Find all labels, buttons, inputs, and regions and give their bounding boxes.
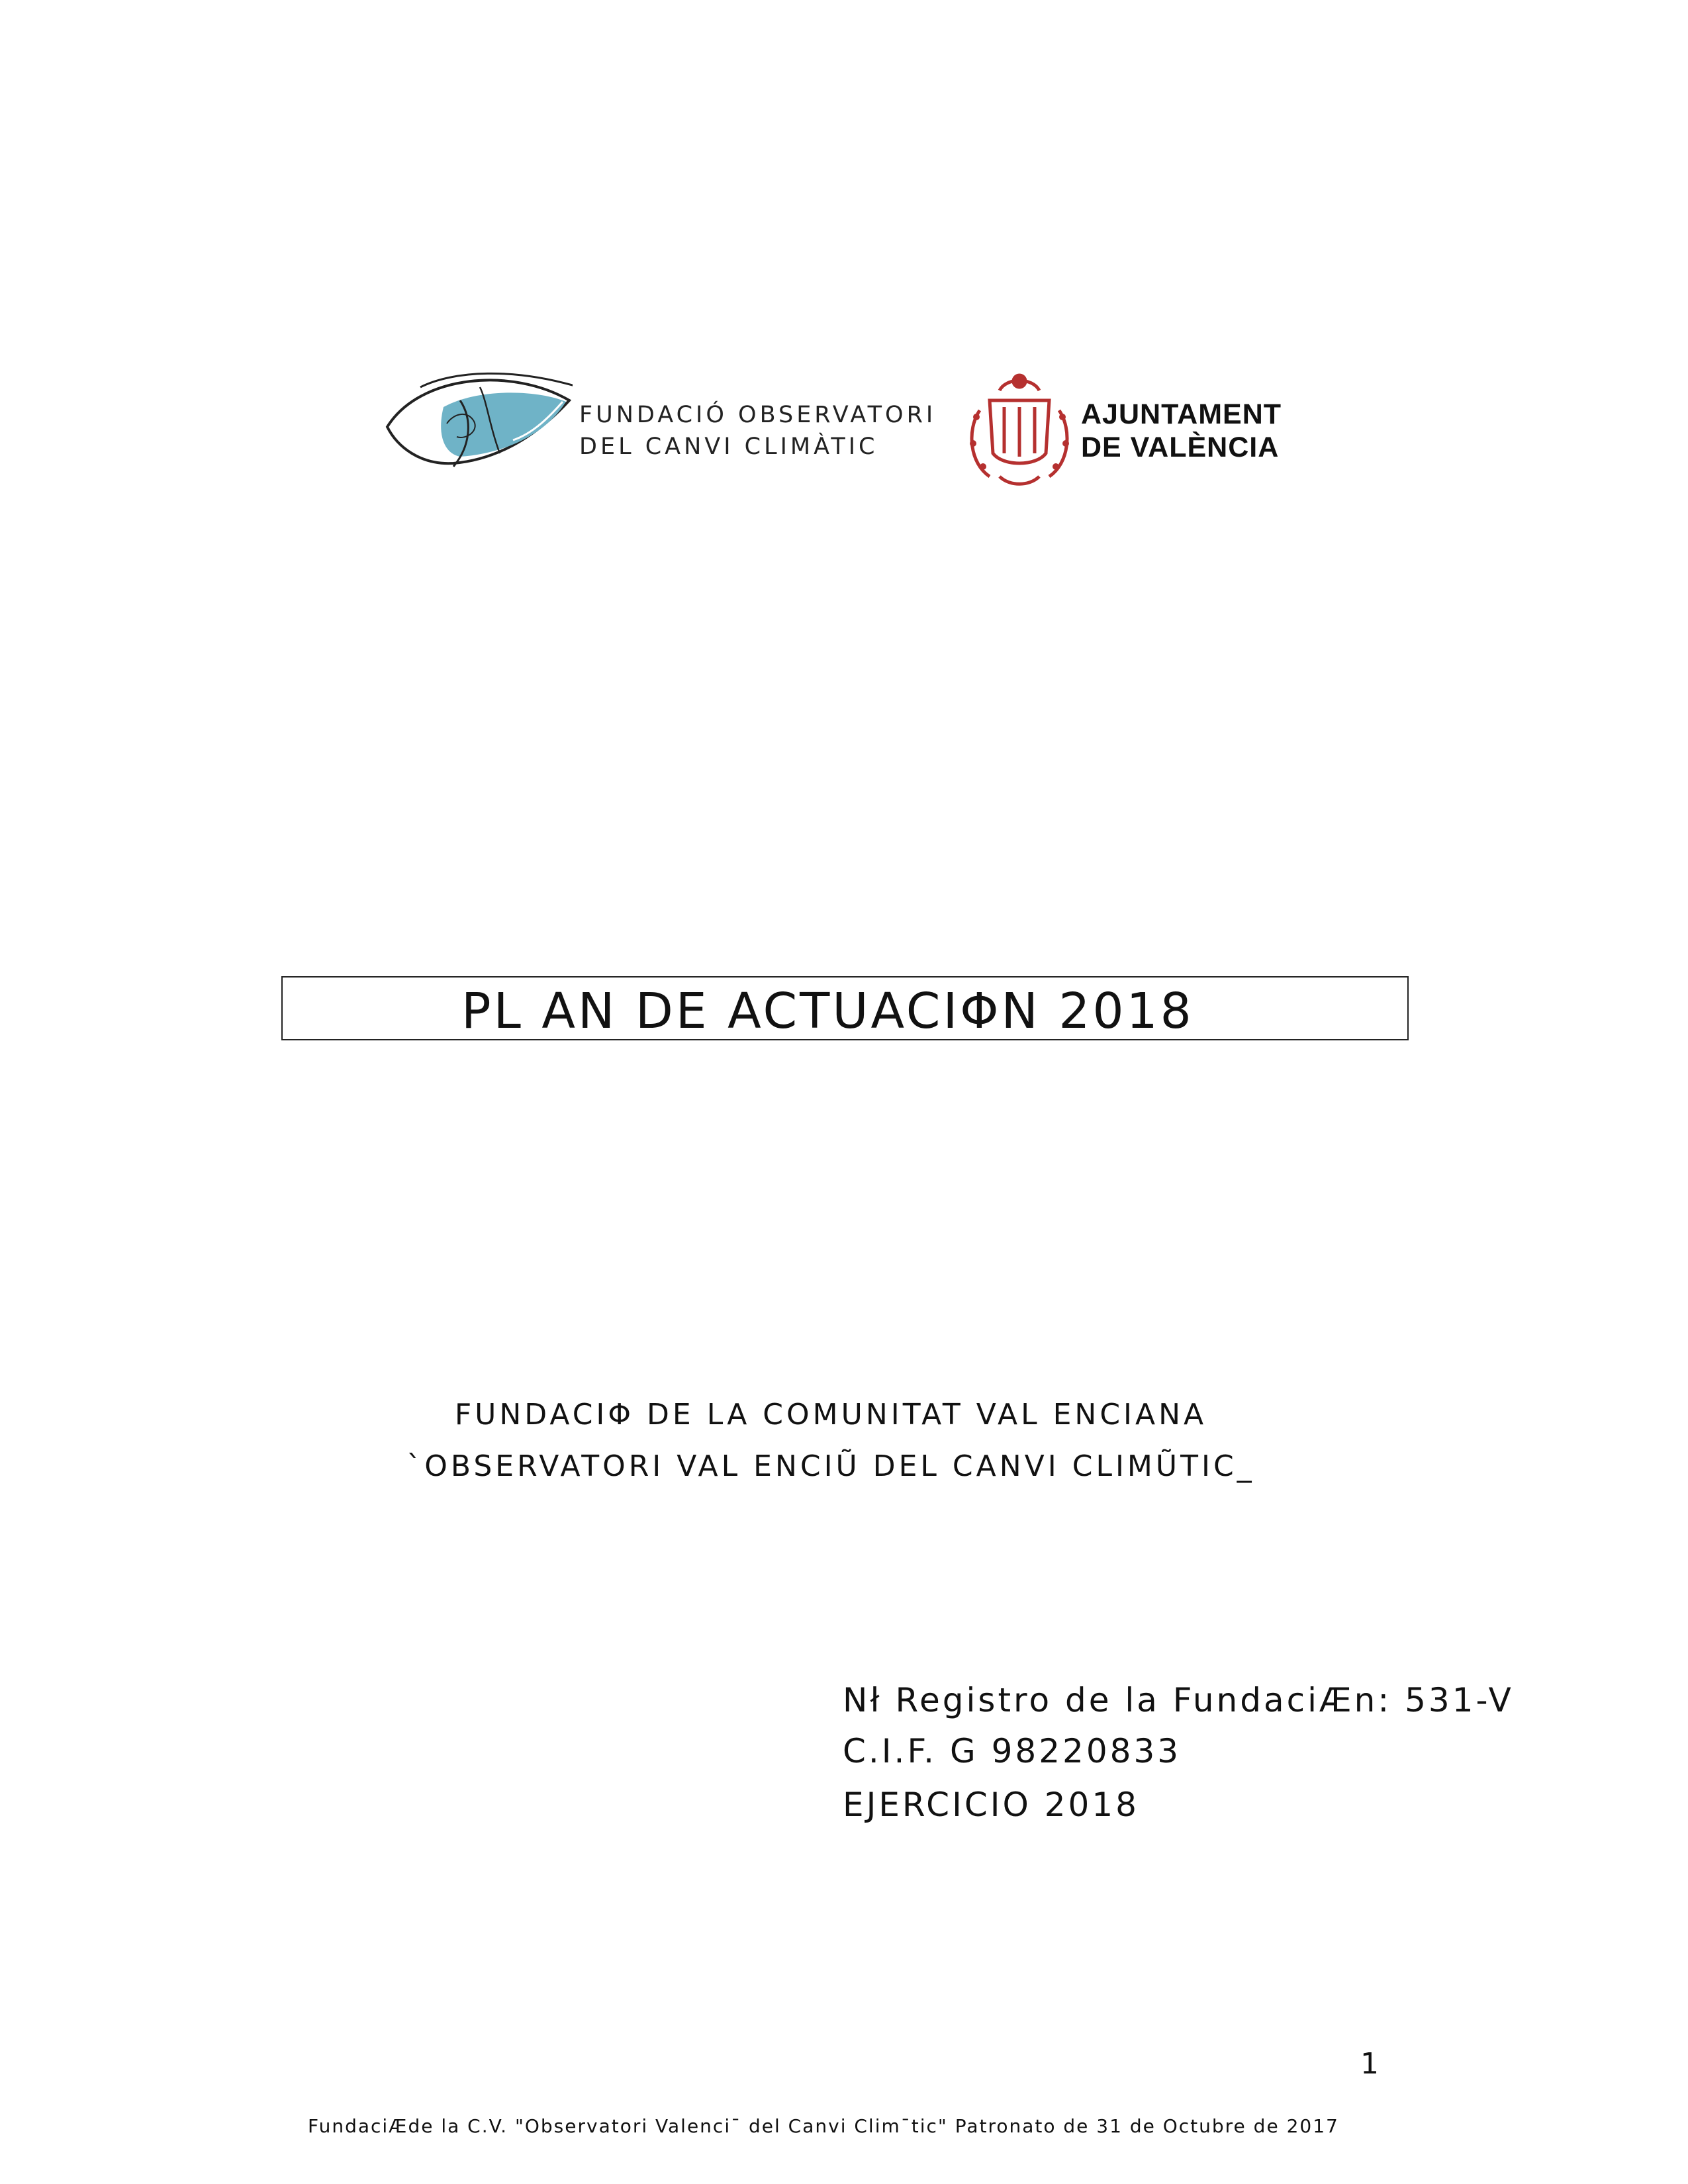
fundacio-logo-line2: DEL CANVI CLIMÀTIC <box>579 433 878 460</box>
subtitle-line-1: FUNDACIΦ DE LA COMUNITAT VAL ENCIANA <box>454 1398 1207 1432</box>
fundacio-observatori-logo <box>381 361 937 493</box>
page-footer: FundaciÆde la C.V. "Observatori Valenci¯ del Canvi Clim¯tic" Patronato de 31 de Octubre de 2017 <box>308 2115 1339 2137</box>
ajuntament-valencia-logo <box>963 371 1294 490</box>
page-number: 1 <box>1360 2047 1379 2081</box>
fiscal-year: EJERCICIO 2018 <box>843 1786 1139 1824</box>
cif-number: C.I.F. G 98220833 <box>843 1732 1182 1770</box>
eye-logo-icon <box>381 361 573 493</box>
ajuntament-logo-line1: AJUNTAMENT <box>1081 398 1282 430</box>
ajuntament-logo-line2: DE VALÈNCIA <box>1081 432 1280 463</box>
coat-of-arms-icon <box>963 371 1076 490</box>
registration-number: Nł Registro de la FundaciÆn: 531-V <box>843 1681 1514 1719</box>
fundacio-logo-line1: FUNDACIÓ OBSERVATORI <box>579 402 937 428</box>
document-title: PL AN DE ACTUACIΦN 2018 <box>461 983 1194 1040</box>
subtitle-line-2: `OBSERVATORI VAL ENCIŨ DEL CANVI CLIMŨTIC_ <box>406 1449 1255 1483</box>
title-box <box>281 976 1409 1040</box>
